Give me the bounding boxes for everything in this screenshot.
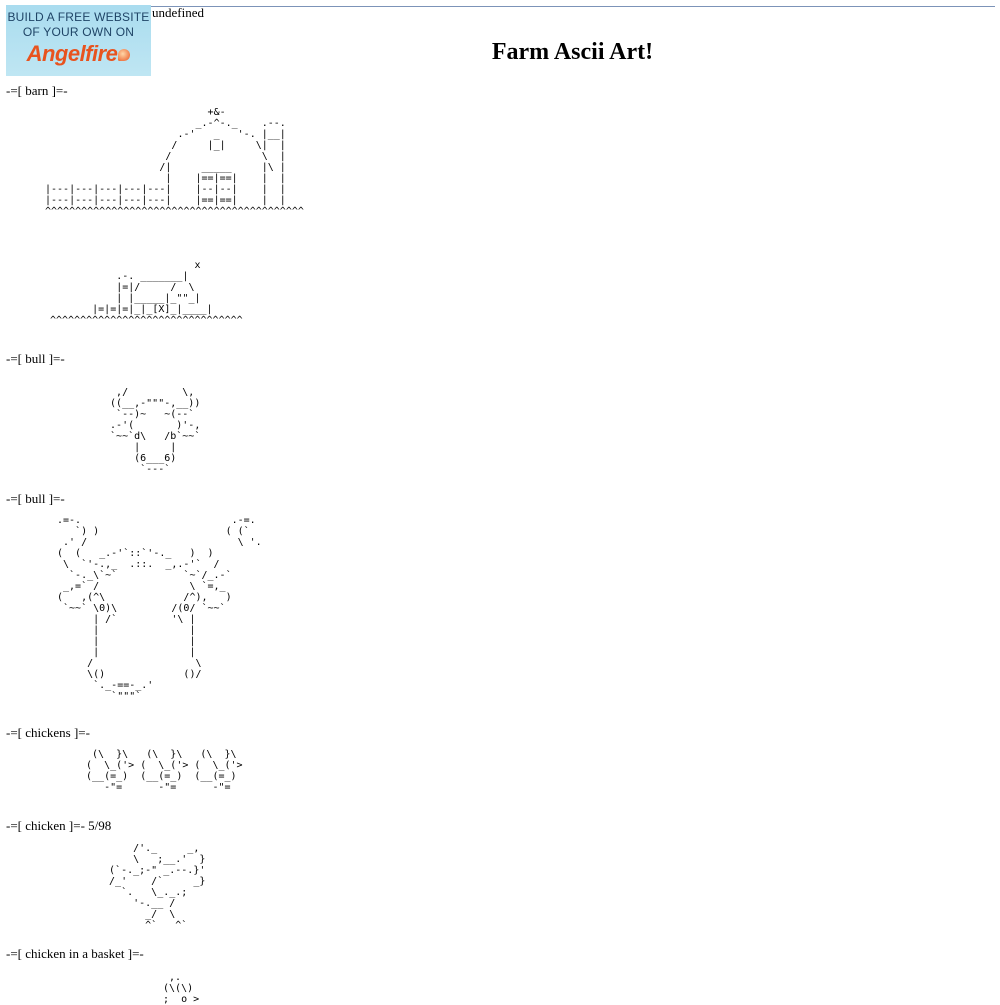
section-label-chicken-basket: -=[ chicken in a basket ]=- (6, 946, 144, 961)
top-divider (150, 6, 995, 7)
flame-icon (118, 49, 130, 61)
undefined-text: undefined (152, 5, 204, 20)
section-label-chickens: -=[ chickens ]=- (6, 725, 90, 740)
section-label-chicken: -=[ chicken ]=- 5/98 (6, 818, 112, 833)
angelfire-banner-ad[interactable] (6, 5, 151, 76)
banner-brand-text: Angelfire (26, 41, 118, 66)
banner-line-2: OF YOUR OWN ON (22, 25, 135, 39)
section-label-bull-1: -=[ bull ]=- (6, 351, 65, 366)
section-label-barn: -=[ barn ]=- (6, 83, 68, 98)
ascii-art-bull-1: ,/ \, ((__,-"""-,__)) `--)~ ~(--` .-'( )'-, `~~`d\ /b`~~` | | (6___6) `---` (110, 387, 201, 475)
ascii-art-chicken-basket: ,. (\(\) ; o > (163, 972, 200, 1005)
section-label-bull-2: -=[ bull ]=- (6, 491, 65, 506)
ascii-art-chicken: /'._ _, \ ;__.' } (`-._;-" _.--.}' /_' /` _} `. \_._.; '-.__ / _/ \ ^` ^` (109, 843, 206, 931)
ascii-art-chickens: (\ }\ (\ }\ (\ }\ ( \_('> ( \_('> ( \_('> (__(=_) (__(=_) (__(=_) -"= -"= -"= (86, 749, 243, 793)
page-title: Farm Ascii Art! (491, 39, 654, 65)
banner-line-1: BUILD A FREE WEBSITE (7, 10, 150, 24)
ascii-art-bull-2: .=-. .-=. `) ) ( (` .' / \ '. ( ( _.-'`::`'-._ ) ) \ `'-.,_ .::. _,.-'` / `-._\`~` `~`/_.-` _,=` / \ `=,_ ( ,(^\ /^), ) `~~` \0)\ /(0/ `~~` | /` '\ | | | | | | | / \ \() ()/ `._-==-_.' `"""` (57, 515, 262, 702)
ascii-art-barn: +&- _.-^-._ .--. .-' _ '-. |__| / |_| \| | / \ | /| _____ |\ | | |==|==| | | |---|---|---|---|---| |--|--| | | |---|---|---|---|---| |==|==| | | ^^^^^^^^^^^^^^^^^^^^^^^^^^^^^^^^^^^^^^^^^^^ (45, 107, 304, 217)
banner-brand (6, 42, 151, 66)
ascii-art-barn-small: x .-. _______| |=|/ / \ | |_____|_""_| |=|=|=|_|_[X]_|____| ^^^^^^^^^^^^^^^^^^^^^^^^^^^^^^^^ (50, 260, 243, 326)
